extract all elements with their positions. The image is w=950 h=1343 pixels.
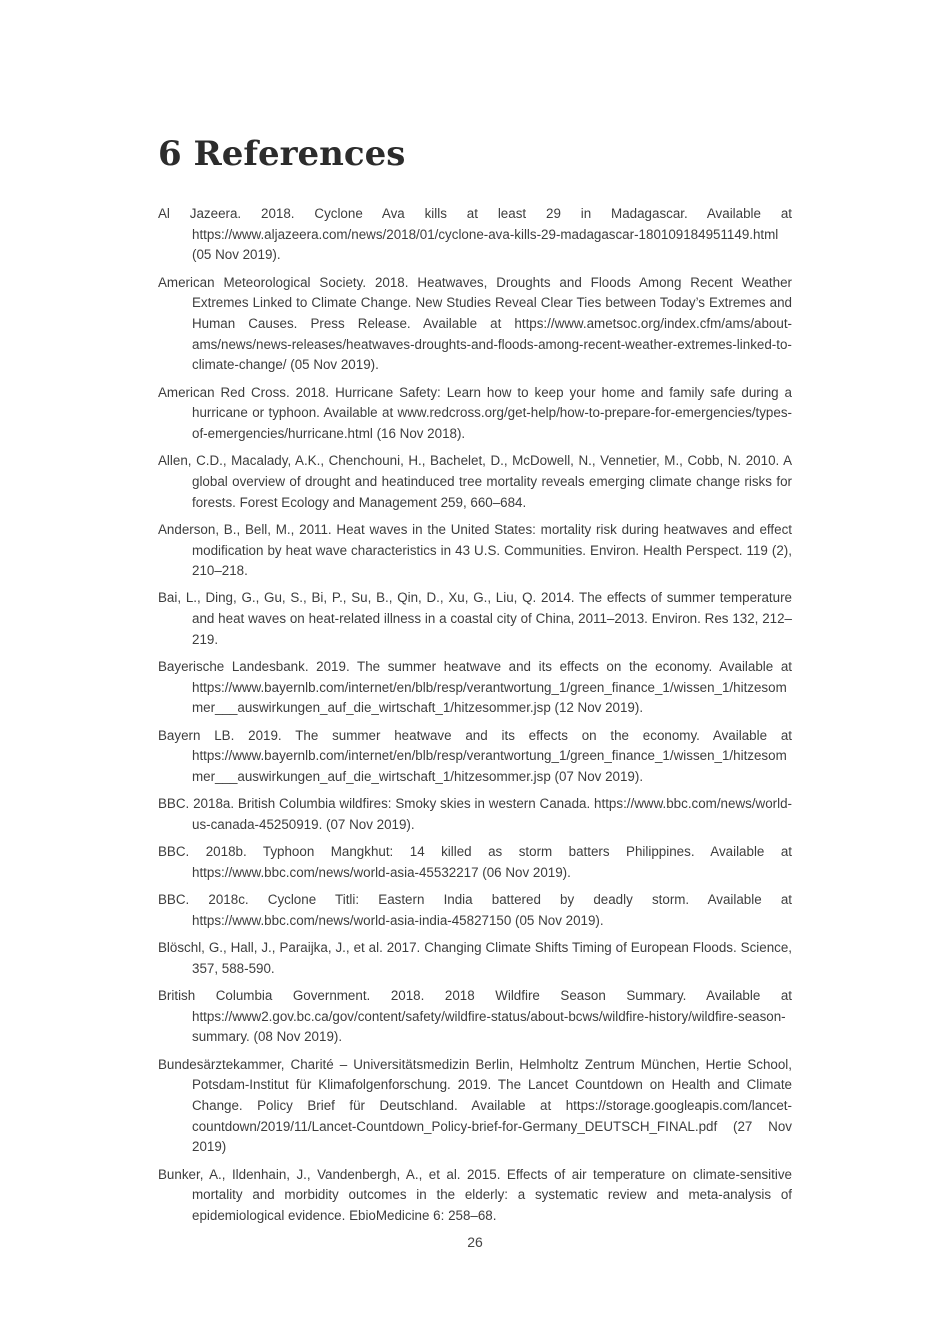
reference-entry: BBC. 2018b. Typhoon Mangkhut: 14 killed as storm batters Philippines. Available at https://www.bbc.com/news/world-asia-45532217 (06 Nov 2019). xyxy=(158,844,792,880)
reference-entry: American Meteorological Society. 2018. Heatwaves, Droughts and Floods Among Recent Weather Extremes Linked to Climate Change. New Studies Reveal Clear Ties between Today’s Extremes and Human Causes. Press Release. Available at https://www.ametsoc.org/index.cfm/ams/about-ams/news/news-releases/heatwaves-droughts-and-floods-among-recent-weather-extremes-linked-to-climate-change/ (05 Nov 2019). xyxy=(158,274,792,373)
reference-entry: BBC. 2018c. Cyclone Titli: Eastern India battered by deadly storm. Available at https://www.bbc.com/news/world-asia-india-45827150 (05 Nov 2019). xyxy=(158,892,792,928)
reference-entry: Bayerische Landesbank. 2019. The summer heatwave and its effects on the economy. Available at https://www.bayernlb.com/internet/en/blb/resp/verantwortung_1/green_finance_1/wissen_1/hitzesommer___auswirkungen_auf_die_wirtschaft_1/hitzesommer.jsp (12 Nov 2019). xyxy=(158,659,792,716)
reference-entry: BBC. 2018a. British Columbia wildfires: Smoky skies in western Canada. https://www.bbc.com/news/world-us-canada-45250919. (07 Nov 2019). xyxy=(158,796,792,832)
reference-entry: Bundesärztekammer, Charité – Universitätsmedizin Berlin, Helmholtz Zentrum München, Hertie School, Potsdam-Institut für Klimafolgenforschung. 2019. The Lancet Countdown on Health and Climate Change. Policy Brief für Deutschland. Available at https://storage.googleapis.com/lancet-countdown/2019/11/Lancet-Countdown_Policy-brief-for-Germany_DEUTSCH_FINAL.pdf (27 Nov 2019) xyxy=(158,1056,792,1155)
reference-list xyxy=(158,204,792,1227)
reference-entry: Bunker, A., Ildenhain, J., Vandenbergh, A., et al. 2015. Effects of air temperature on climate-sensitive mortality and morbidity outcomes in the elderly: a systematic review and meta-analysis of epidemiological evidence. EbioMedicine 6: 258–68. xyxy=(158,1166,792,1223)
references-page xyxy=(158,130,792,1233)
reference-entry: British Columbia Government. 2018. 2018 Wildfire Season Summary. Available at https://www2.gov.bc.ca/gov/content/safety/wildfire-status/about-bcws/wildfire-history/wildfire-season-summary. (08 Nov 2019). xyxy=(158,987,792,1045)
reference-entry: Bai, L., Ding, G., Gu, S., Bi, P., Su, B., Qin, D., Xu, G., Liu, Q. 2014. The effects of summer temperature and heat waves on heat-related illness in a coastal city of China, 2011–2013. Environ. Res 132, 212–219. xyxy=(158,590,792,647)
reference-entry: American Red Cross. 2018. Hurricane Safety: Learn how to keep your home and family safe during a hurricane or typhoon. Available at www.redcross.org/get-help/how-to-prepare-for-emergencies/types-of-emergencies/hurricane.html (16 Nov 2018). xyxy=(158,384,792,442)
reference-entry: Blöschl, G., Hall, J., Paraijka, J., et al. 2017. Changing Climate Shifts Timing of European Floods. Science, 357, 588-590. xyxy=(158,940,792,976)
section-title: 6 References xyxy=(158,134,406,174)
reference-entry: Bayern LB. 2019. The summer heatwave and its effects on the economy. Available at https://www.bayernlb.com/internet/en/blb/resp/verantwortung_1/green_finance_1/wissen_1/hitzesommer___auswirkungen_auf_die_wirtschaft_1/hitzesommer.jsp (07 Nov 2019). xyxy=(158,727,792,785)
page-number: 26 xyxy=(467,1234,483,1250)
reference-entry: Al Jazeera. 2018. Cyclone Ava kills at least 29 in Madagascar. Available at https://www.aljazeera.com/news/2018/01/cyclone-ava-kills-29-madagascar-180109184951149.html (05 Nov 2019). xyxy=(158,206,792,263)
reference-entry: Allen, C.D., Macalady, A.K., Chenchouni, H., Bachelet, D., McDowell, N., Vennetier, M., Cobb, N. 2010. A global overview of drought and heatinduced tree mortality reveals emerging climate change risks for forests. Forest Ecology and Management 259, 660–684. xyxy=(158,453,792,510)
reference-entry: Anderson, B., Bell, M., 2011. Heat waves in the United States: mortality risk during heatwaves and effect modification by heat wave characteristics in 43 U.S. Communities. Environ. Health Perspect. 119 (2), 210–218. xyxy=(158,521,792,579)
